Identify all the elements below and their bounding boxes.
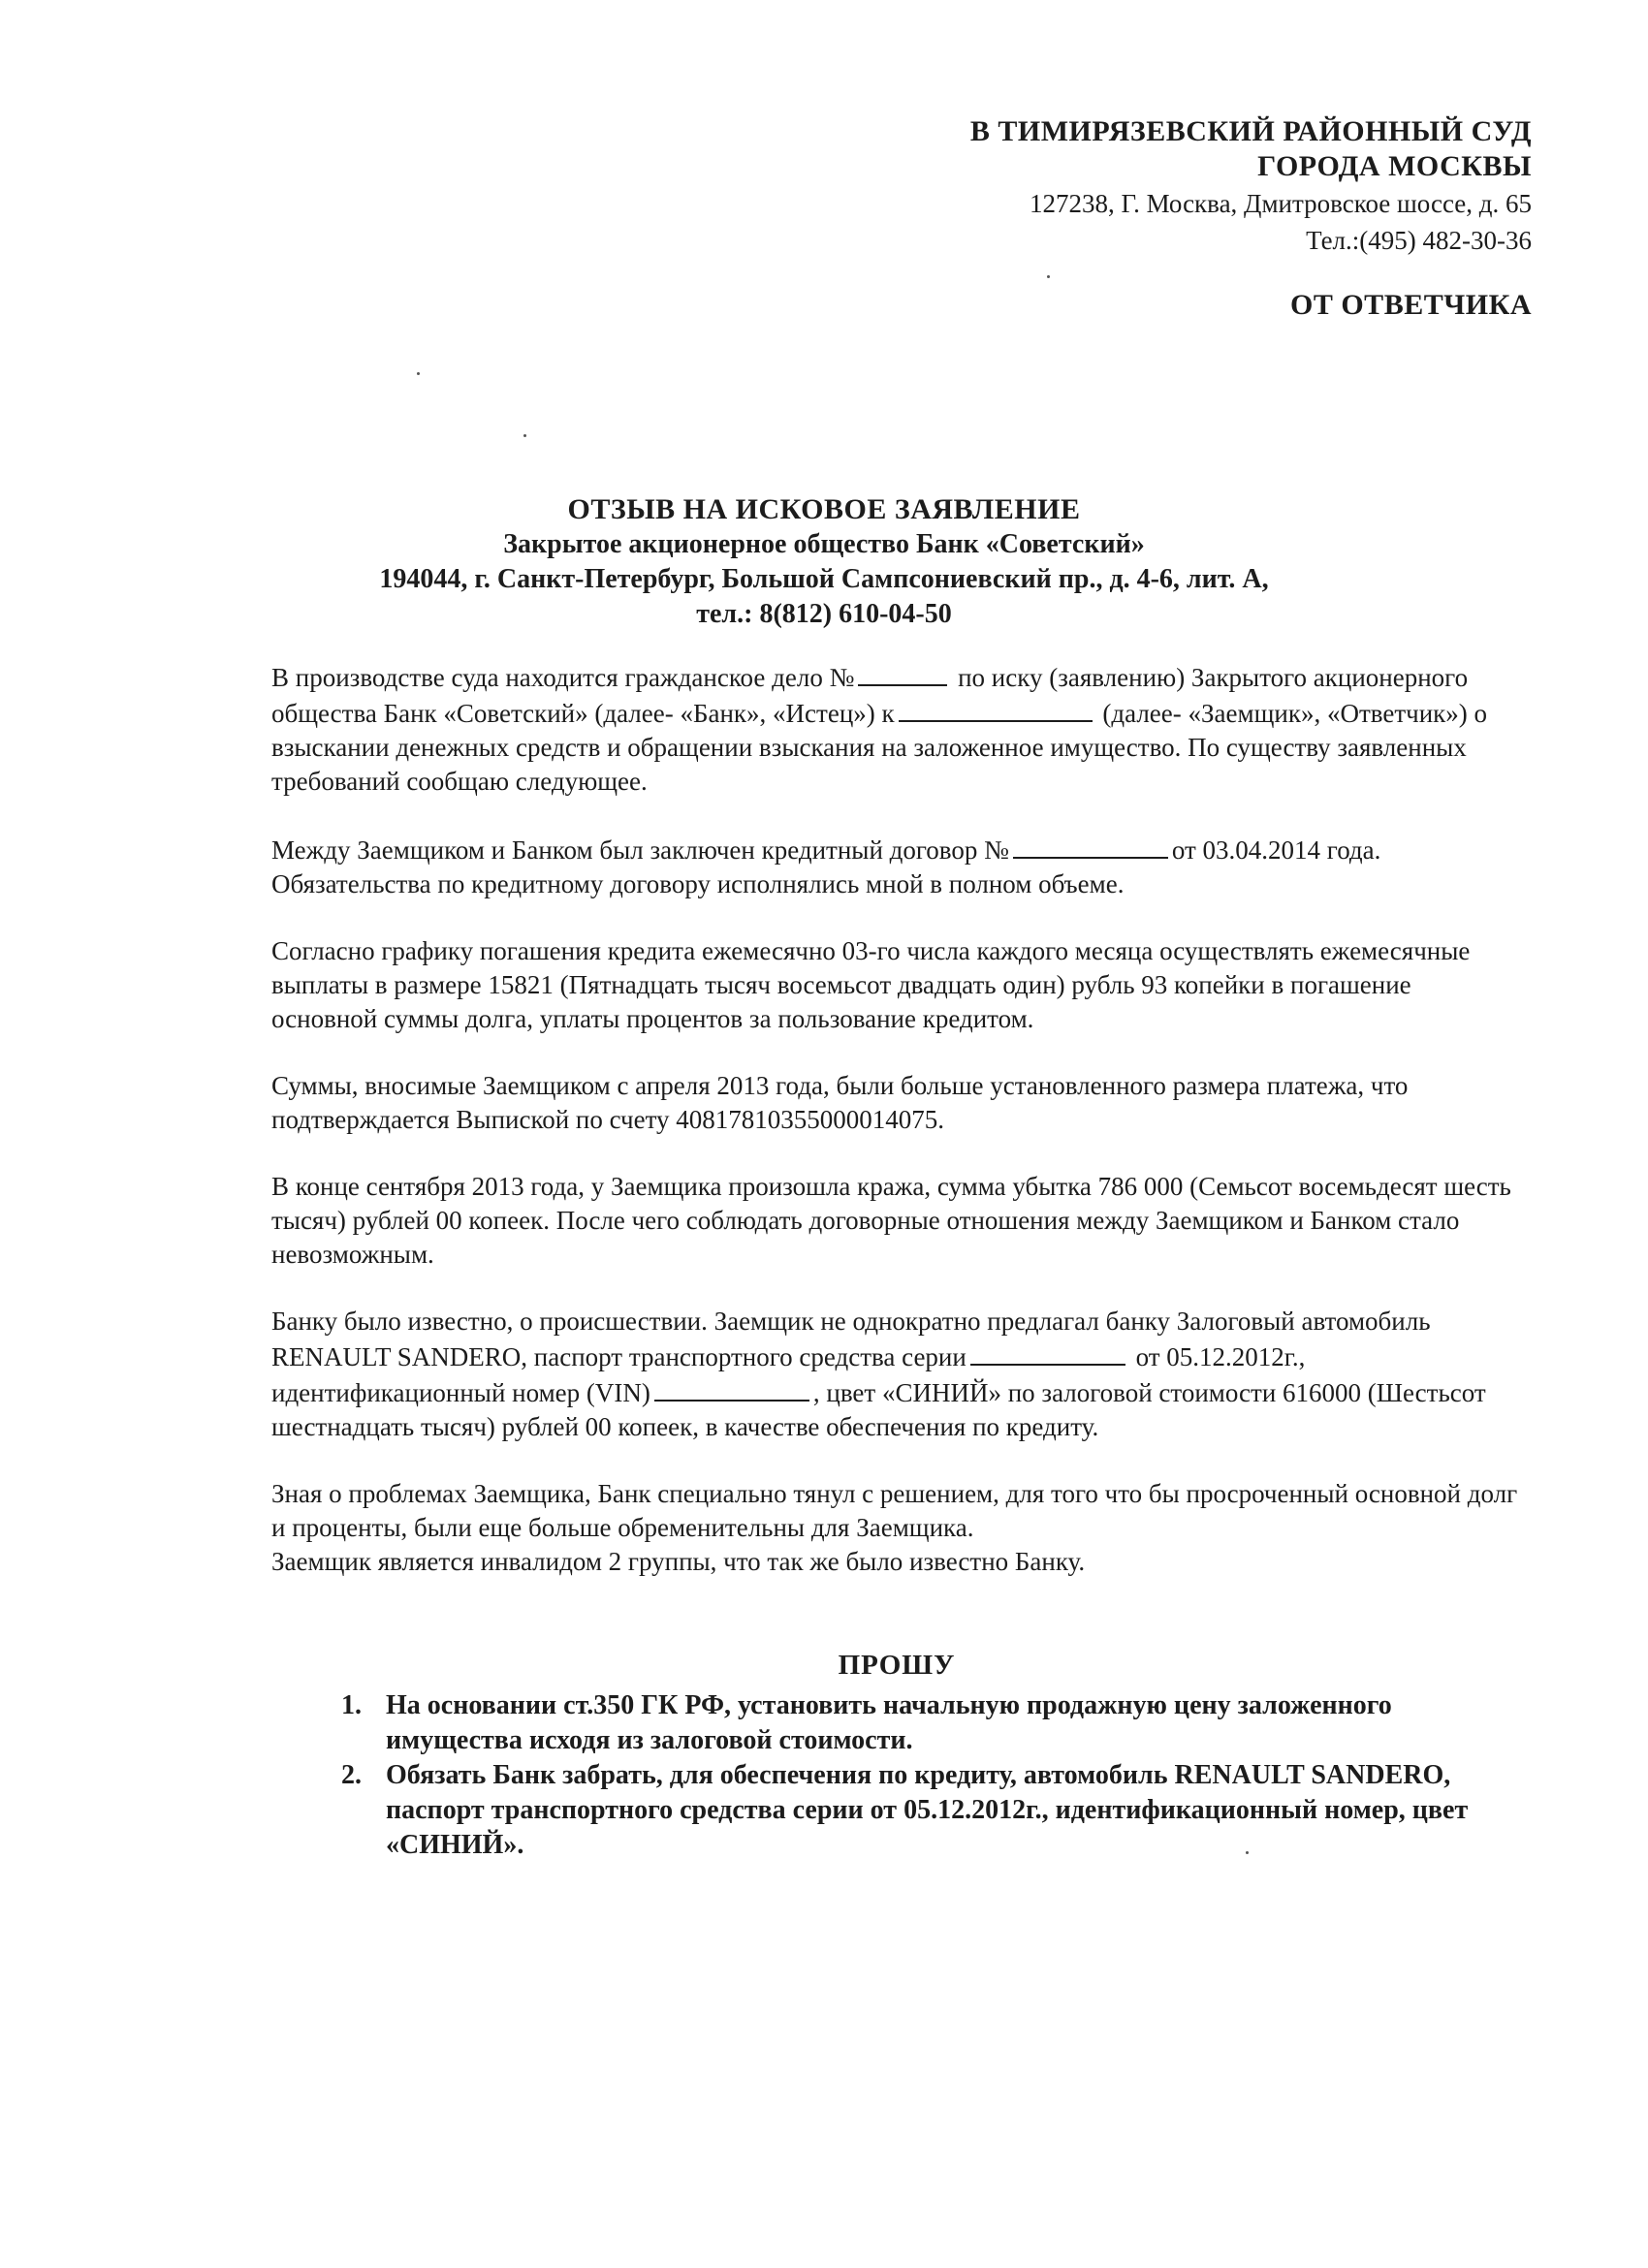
document-title: ОТЗЫВ НА ИСКОВОЕ ЗАЯВЛЕНИЕ	[567, 493, 1081, 525]
court-name-line1: В ТИМИРЯЗЕВСКИЙ РАЙОННЫЙ СУД	[969, 115, 1532, 147]
document-title-block	[291, 492, 1357, 632]
document-body	[271, 659, 1522, 1612]
paragraph-text: от 05.12.2012г., идентификационный номер (VIN)	[271, 1342, 1306, 1407]
paragraph-delay	[271, 1477, 1522, 1579]
plaintiff-address: 194044, г. Санкт-Петербург, Большой Сампсониевский пр., д. 4-6, лит. А,	[379, 564, 1269, 594]
addressee-block	[853, 114, 1532, 258]
court-phone: Тел.:(495) 482-30-36	[1306, 226, 1532, 255]
defendant-name-blank	[899, 695, 1093, 722]
request-item: 2. Обязать Банк забрать, для обеспечения по кредиту, автомобиль RENAULT SANDERO, паспорт транспортного средства серии от 05.12.2012г., идентификационный номер, цвет «СИНИЙ».	[368, 1758, 1522, 1863]
request-list	[271, 1688, 1522, 1863]
scan-speck	[1047, 275, 1050, 278]
paragraph-text: Между Заемщиком и Банком был заключен кредитный договор №	[271, 835, 1009, 865]
from-defendant: ОТ ОТВЕТЧИКА	[1290, 289, 1532, 321]
plaintiff-phone: тел.: 8(812) 610-04-50	[696, 599, 952, 629]
paragraph-case	[271, 659, 1522, 799]
paragraph-text: Банку было известно, о происшествии. Заемщик не однократно предлагал банку Залоговый автомобиль RENAULT SANDERO, паспорт транспортного средства серии	[271, 1307, 1431, 1371]
contract-number-blank	[1013, 832, 1168, 859]
paragraph-payments: Суммы, вносимые Заемщиком с апреля 2013 года, были больше установленного размера платежа, что подтверждается Выпиской по счету 40817810355000014075.	[271, 1071, 1409, 1134]
paragraph-text: по иску (заявлению) Закрытого акционерного общества Банк «Советский» (далее- «Банк», «Истец») к	[271, 663, 1469, 728]
paragraph-contract	[271, 832, 1522, 901]
paragraph-text: от 03.04.2014 года. Обязательства по кредитному договору исполнялись мной в полном объеме.	[271, 835, 1381, 898]
court-address: 127238, Г. Москва, Дмитровское шоссе, д. 65	[1030, 189, 1532, 218]
court-name-line2: ГОРОДА МОСКВЫ	[1257, 150, 1532, 182]
paragraph-text: (далее- «Заемщик», «Ответчик») о взыскании денежных средств и обращении взыскания на заложенное имущество. По существу заявленных требований сообщаю следующее.	[271, 699, 1488, 796]
request-heading: ПРОШУ	[838, 1650, 956, 1681]
scan-speck	[417, 372, 420, 375]
paragraph-text: Заемщик является инвалидом 2 группы, что так же было известно Банку.	[271, 1547, 1086, 1576]
request-item: 1. На основании ст.350 ГК РФ, установить начальную продажную цену заложенного имущества исходя из залоговой стоимости.	[368, 1688, 1522, 1758]
request-section	[271, 1648, 1522, 1863]
paragraph-theft: В конце сентября 2013 года, у Заемщика произошла кража, сумма убытка 786 000 (Семьсот восемьдесят шесть тысяч) рублей 00 копеек. После чего соблюдать договорные отношения между Заемщиком и Банком стало невозможным.	[271, 1172, 1511, 1269]
vehicle-passport-blank	[970, 1339, 1125, 1366]
paragraph-text: , цвет «СИНИЙ» по залоговой стоимости 616000 (Шестьсот шестнадцать тысяч) рублей 00 копеек, в качестве обеспечения по кредиту.	[271, 1378, 1486, 1441]
plaintiff-name: Закрытое акционерное общество Банк «Советский»	[503, 529, 1145, 559]
scan-speck	[1246, 1851, 1249, 1854]
scan-speck	[523, 434, 526, 437]
vin-blank	[654, 1374, 809, 1402]
paragraph-collateral	[271, 1305, 1522, 1444]
paragraph-text: Зная о проблемах Заемщика, Банк специально тянул с решением, для того что бы просроченный основной долг и проценты, были еще больше обременительны для Заемщика.	[271, 1479, 1518, 1542]
paragraph-text: В производстве суда находится гражданское дело №	[271, 663, 855, 692]
paragraph-schedule: Согласно графику погашения кредита ежемесячно 03-го числа каждого месяца осуществлять ежемесячные выплаты в размере 15821 (Пятнадцать тысяч восемьсот двадцать один) рубль 93 копейки в погашение основной суммы долга, уплаты процентов за пользование кредитом.	[271, 936, 1471, 1033]
case-number-blank	[858, 659, 947, 686]
